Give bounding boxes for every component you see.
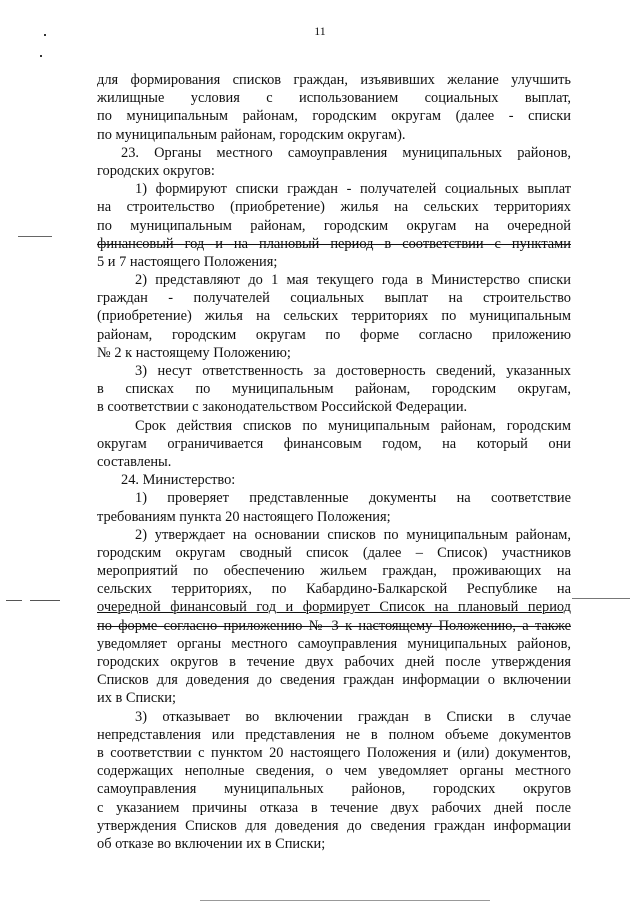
text-line: 2) утверждает на основании списков по муниципальным районам, (135, 526, 571, 543)
margin-dash (6, 600, 22, 601)
text-line: с указанием причины отказа в течение двух рабочих дней после (97, 799, 571, 816)
text-line: по муниципальным районам, городским округам). (97, 126, 406, 143)
text-line: округам ограничивается финансовым годом, на который они (97, 435, 571, 452)
text-line: требованиям пункта 20 настоящего Положения; (97, 508, 391, 525)
text-line: 3) несут ответственность за достоверность сведений, указанных (135, 363, 571, 379)
text-line: 24. Министерство: (121, 472, 236, 489)
text-line: 23. Органы местного самоуправления муниципальных районов, (121, 144, 571, 161)
page-bottom-edge (200, 900, 490, 901)
text-line: сельских территориях, по Кабардино-Балкарской Республике на (97, 581, 571, 598)
text-line: Списков для доведения до сведения граждан информации о включении (97, 672, 571, 689)
text-line: содержащих неполные сведения, о чем уведомляет органы местного (97, 763, 571, 780)
text-line: по муниципальным районам, городским округам (далее - списки (97, 108, 571, 125)
text-line: 5 и 7 настоящего Положения; (97, 253, 278, 270)
text-line: на строительство (приобретение) жилья на сельских территориях (97, 199, 571, 216)
page-number: 11 (314, 24, 326, 38)
text-line: финансовый год и на плановый период в соответствии с пунктами (97, 235, 571, 252)
text-line: 1) формируют списки граждан - получателей социальных выплат (135, 181, 571, 198)
margin-dash (30, 600, 60, 601)
text-line: уведомляет органы местного самоуправления муниципальных районов, (97, 635, 571, 652)
text-line: городских округов: (97, 162, 215, 179)
text-line: об отказе во включении их в Списки; (97, 835, 326, 852)
text-line: их в Списки; (97, 690, 176, 707)
text-line: районам, городским округам по форме согласно приложению (97, 326, 571, 343)
text-line: в соответствии с пунктом 20 настоящего Положения и (или) документов, (97, 744, 571, 761)
text-line: жилищные условия с использованием социальных выплат, (97, 90, 571, 107)
text-line: непредставления или представления не в полном объеме документов (97, 726, 571, 743)
text-line: по муниципальным районам, городским округам на очередной (97, 217, 571, 234)
text-line: городских округов в течение двух рабочих дней после утверждения (97, 654, 571, 670)
text-line: мероприятий по обеспечению жильем граждан, проживающих на (97, 563, 571, 580)
margin-dash (18, 236, 52, 237)
text-line: городским округам сводный список (далее – Список) участников (97, 544, 571, 561)
text-line: составлены. (97, 453, 172, 470)
text-line: в списках по муниципальным районам, городским округам, (97, 381, 571, 398)
text-line: очередной финансовый год и формирует Список на плановый период (97, 599, 571, 616)
document-body (97, 71, 571, 853)
text-line: Срок действия списков по муниципальным районам, городским (135, 417, 571, 434)
text-line: 2) представляют до 1 мая текущего года в Министерство списки (135, 272, 571, 289)
text-line: граждан - получателей социальных выплат на строительство (97, 290, 571, 307)
text-line: утверждения Списков для доведения до сведения граждан информации (97, 817, 571, 834)
text-line: 3) отказывает во включении граждан в Списки в случае (135, 708, 571, 725)
scan-speck (44, 34, 46, 36)
text-line: для формирования списков граждан, изъявивших желание улучшить (97, 72, 571, 88)
scan-speck (40, 55, 42, 57)
text-line: № 2 к настоящему Положению; (97, 344, 291, 361)
text-line: 1) проверяет представленные документы на соответствие (135, 490, 571, 507)
text-line: (приобретение) жилья на сельских территориях по муниципальным (97, 308, 571, 325)
margin-rule-right (572, 598, 630, 599)
text-line: самоуправления муниципальных районов, городских округов (97, 781, 571, 798)
text-line: по форме согласно приложению № 3 к настоящему Положению, а также (97, 617, 571, 634)
text-line: в соответствии с законодательством Российской Федерации. (97, 399, 468, 416)
